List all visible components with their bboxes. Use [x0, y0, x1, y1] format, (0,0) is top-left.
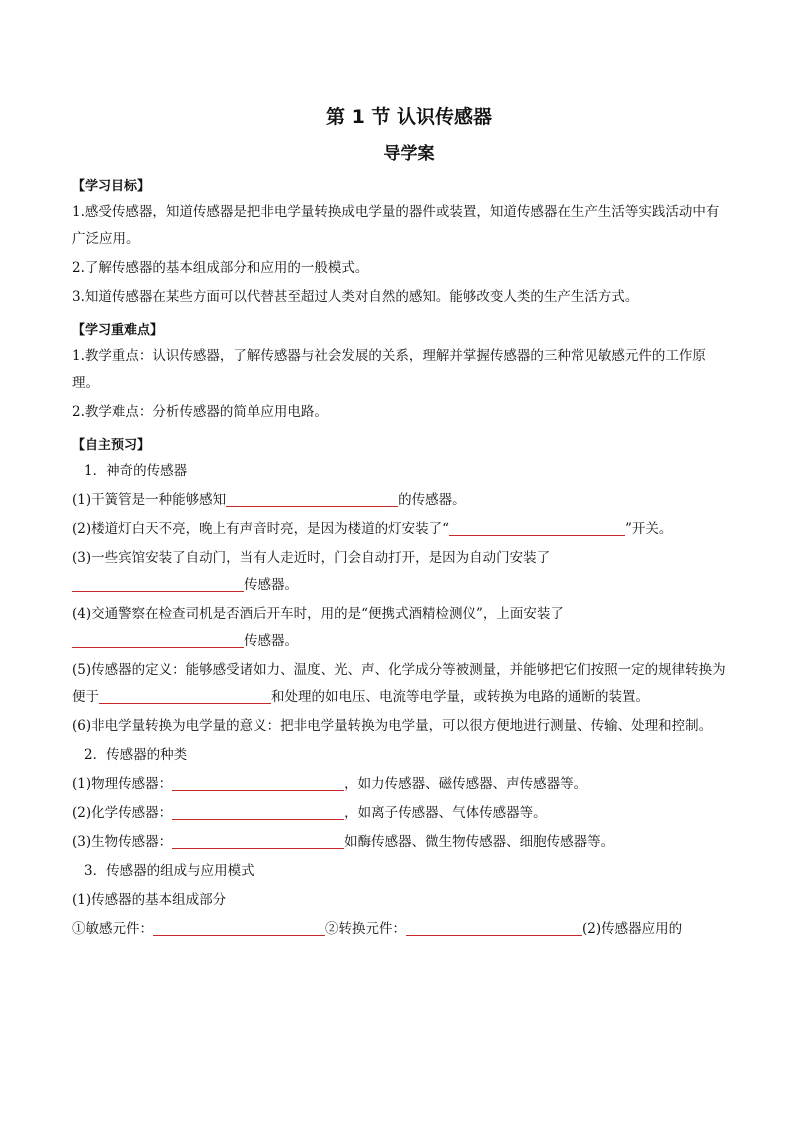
section-heading-preview: 【自主预习】 [72, 438, 151, 453]
question-3-text-a: (3)一些宾馆安装了自动门，当有人走近时，门会自动打开，是因为自动门安装了 [72, 550, 551, 566]
page-title: 第 1 节 认识传感器 [325, 106, 493, 128]
type-chemical-examples: ，如离子传感器、气体传感器等。 [344, 805, 547, 821]
type-physical [72, 771, 732, 798]
subsection-title-1: 1．神奇的传感器 [84, 463, 188, 479]
answer-blank[interactable] [172, 832, 344, 849]
question-1-text-a: (1)干簧管是一种能够感知 [72, 492, 227, 508]
question-5-text-a: (5)传感器的定义：能够感受诸如力、温度、光、声、化学成分等被测量，并能够把它们按照一定的规律转换为便于 [72, 662, 726, 705]
composition-heading: (1)传感器的基本组成部分 [72, 892, 227, 908]
goal-item-1: 1.感受传感器，知道传感器是把非电学量转换成电学量的器件或装置，知道传感器在生产生活等实践活动中有广泛应用。 [72, 204, 720, 247]
answer-blank[interactable] [449, 519, 625, 536]
type-biological-examples: 如酶传感器、微生物传感器、细胞传感器等。 [344, 834, 615, 850]
sensitive-element-label: ①敏感元件： [72, 921, 153, 937]
key-point-2: 2.教学难点：分析传感器的简单应用电路。 [72, 404, 328, 420]
answer-blank[interactable] [99, 687, 271, 704]
type-physical-examples: ，如力传感器、磁传感器、声传感器等。 [344, 776, 588, 792]
answer-blank[interactable] [72, 575, 244, 592]
answer-blank[interactable] [226, 490, 398, 507]
subsection-title-2: 2．传感器的种类 [84, 747, 188, 763]
section-heading-key-points: 【学习重难点】 [72, 323, 164, 338]
conversion-element-label: ②转换元件： [325, 921, 406, 937]
question-3 [72, 545, 732, 599]
question-4-text-a: (4)交通警察在检查司机是否酒后开车时，用的是“便携式酒精检测仪”，上面安装了 [72, 606, 564, 622]
type-chemical-label: (2)化学传感器： [72, 805, 173, 821]
question-4-text-b: 传感器。 [244, 633, 298, 649]
question-3-text-b: 传感器。 [244, 577, 298, 593]
answer-blank[interactable] [172, 803, 344, 820]
application-mode-label: (2)传感器应用的 [582, 921, 683, 937]
question-2-text-b: ”开关。 [625, 521, 673, 537]
answer-blank[interactable] [406, 919, 582, 936]
question-1 [72, 487, 732, 514]
answer-blank[interactable] [153, 919, 325, 936]
type-biological-label: (3)生物传感器： [72, 834, 173, 850]
type-chemical [72, 800, 732, 827]
question-2 [72, 516, 732, 543]
section-heading-goals: 【学习目标】 [72, 179, 151, 194]
page-subtitle: 导学案 [383, 144, 435, 164]
question-5-text-b: 和处理的如电压、电流等电学量，或转换为电路的通断的装置。 [271, 689, 649, 705]
document-content [72, 103, 732, 945]
composition-elements [72, 916, 732, 943]
question-1-text-b: 的传感器。 [398, 492, 466, 508]
key-point-1: 1.教学重点：认识传感器，了解传感器与社会发展的关系，理解并掌握传感器的三种常见敏感元件的工作原理。 [72, 348, 706, 391]
question-2-text-a: (2)楼道灯白天不亮，晚上有声音时亮，是因为楼道的灯安装了“ [72, 521, 450, 537]
question-5 [72, 657, 732, 711]
type-physical-label: (1)物理传感器： [72, 776, 173, 792]
goal-item-2: 2.了解传感器的基本组成部分和应用的一般模式。 [72, 260, 369, 276]
question-4 [72, 601, 732, 655]
answer-blank[interactable] [72, 631, 244, 648]
answer-blank[interactable] [172, 774, 344, 791]
question-6: (6)非电学量转换为电学量的意义：把非电学量转换为电学量，可以很方便地进行测量、传输、处理和控制。 [72, 718, 713, 734]
subsection-title-3: 3．传感器的组成与应用模式 [84, 863, 255, 879]
goal-item-3: 3.知道传感器在某些方面可以代替甚至超过人类对自然的感知。能够改变人类的生产生活方式。 [72, 289, 639, 305]
type-biological [72, 829, 732, 856]
